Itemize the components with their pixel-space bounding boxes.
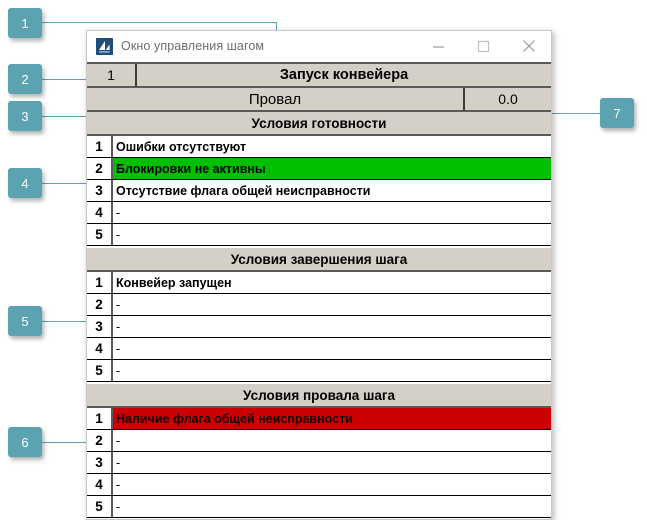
condition-row[interactable] — [87, 136, 551, 158]
condition-row[interactable] — [87, 452, 551, 474]
section-header-fail — [87, 384, 551, 408]
callout-badge-7 — [600, 98, 634, 128]
callout-badge-5 — [8, 306, 42, 336]
condition-row[interactable] — [87, 360, 551, 382]
callout-label: 3 — [21, 108, 29, 124]
condition-row[interactable] — [87, 202, 551, 224]
step-grid — [87, 62, 551, 518]
callout-leader-1-h — [42, 22, 276, 23]
condition-index: 1 — [87, 136, 113, 157]
section-header-complete — [87, 248, 551, 272]
condition-index: 4 — [87, 202, 113, 223]
condition-index: 4 — [87, 338, 113, 359]
condition-text: - — [113, 430, 551, 451]
condition-index: 4 — [87, 474, 113, 495]
condition-row[interactable] — [87, 408, 551, 430]
callout-label: 5 — [21, 313, 29, 329]
condition-text: Конвейер запущен — [113, 272, 551, 293]
window-controls — [416, 31, 551, 61]
callout-badge-6 — [8, 427, 42, 457]
maximize-icon[interactable] — [461, 31, 506, 62]
condition-row[interactable] — [87, 474, 551, 496]
close-icon[interactable] — [506, 31, 551, 62]
section-heading-label: Условия провала шага — [87, 384, 551, 406]
condition-text: Наличие флага общей неисправности — [113, 408, 551, 429]
condition-text: Отсутствие флага общей неисправности — [113, 180, 551, 201]
condition-index: 5 — [87, 496, 113, 517]
condition-index: 3 — [87, 316, 113, 337]
callout-badge-4 — [8, 168, 42, 198]
condition-index: 2 — [87, 294, 113, 315]
section-heading-label: Условия завершения шага — [87, 248, 551, 270]
callout-badge-2 — [8, 64, 42, 94]
window-title: Окно управления шагом — [121, 39, 265, 53]
callout-label: 1 — [21, 15, 29, 31]
condition-index: 5 — [87, 224, 113, 245]
section-heading-label: Условия готовности — [87, 112, 551, 134]
condition-text: - — [113, 294, 551, 315]
step-status-label: Провал — [87, 88, 463, 110]
callout-badge-1 — [8, 8, 42, 38]
step-header-row — [87, 64, 551, 88]
condition-index: 2 — [87, 430, 113, 451]
condition-row[interactable] — [87, 294, 551, 316]
condition-index: 2 — [87, 158, 113, 179]
minimize-icon[interactable] — [416, 31, 461, 62]
step-control-window — [86, 30, 552, 520]
condition-index: 3 — [87, 452, 113, 473]
section-header-ready — [87, 112, 551, 136]
condition-index: 5 — [87, 360, 113, 381]
condition-text: - — [113, 224, 551, 245]
window-titlebar[interactable] — [87, 31, 551, 62]
condition-row[interactable] — [87, 180, 551, 202]
condition-text: - — [113, 496, 551, 517]
condition-row[interactable] — [87, 272, 551, 294]
condition-row[interactable] — [87, 224, 551, 246]
condition-text: - — [113, 474, 551, 495]
callout-label: 7 — [613, 105, 621, 121]
callout-label: 2 — [21, 71, 29, 87]
condition-text: - — [113, 452, 551, 473]
condition-text: - — [113, 316, 551, 337]
app-logo-icon — [96, 38, 113, 55]
callout-badge-3 — [8, 101, 42, 131]
condition-text: - — [113, 360, 551, 381]
step-status-value: 0.0 — [463, 88, 551, 110]
step-status-row — [87, 88, 551, 112]
condition-row[interactable] — [87, 496, 551, 518]
condition-index: 3 — [87, 180, 113, 201]
condition-row[interactable] — [87, 430, 551, 452]
condition-index: 1 — [87, 272, 113, 293]
callout-label: 6 — [21, 434, 29, 450]
condition-index: 1 — [87, 408, 113, 429]
condition-row[interactable] — [87, 338, 551, 360]
step-number-cell[interactable]: 1 — [87, 64, 137, 86]
condition-text: Блокировки не активны — [113, 158, 551, 179]
callout-label: 4 — [21, 175, 29, 191]
condition-text: Ошибки отсутствуют — [113, 136, 551, 157]
condition-row[interactable] — [87, 316, 551, 338]
condition-text: - — [113, 338, 551, 359]
step-name-cell[interactable]: Запуск конвейера — [137, 64, 551, 86]
condition-text: - — [113, 202, 551, 223]
condition-row[interactable] — [87, 158, 551, 180]
